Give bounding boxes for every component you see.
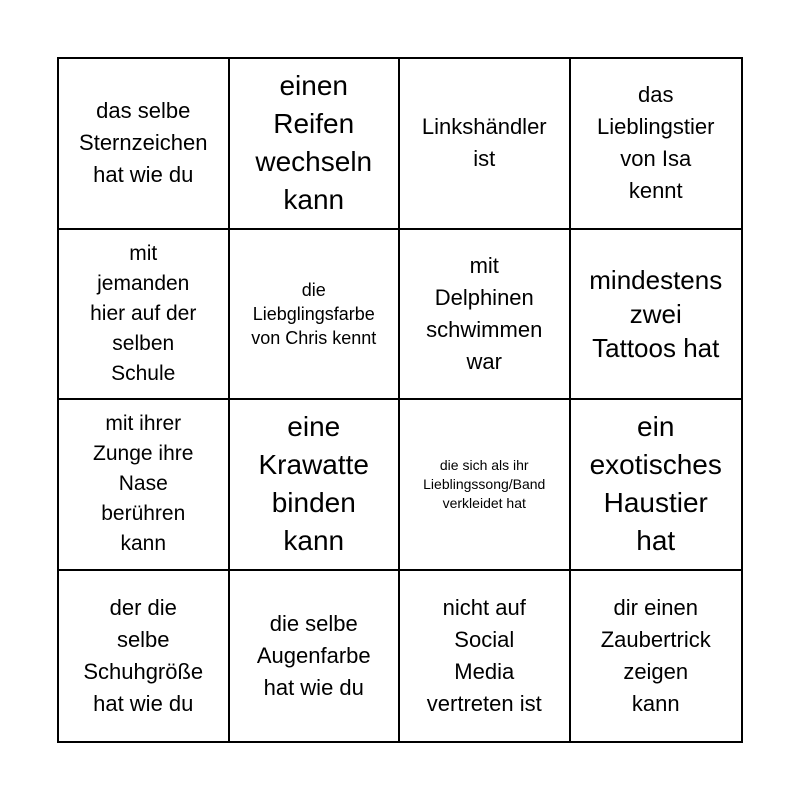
bingo-cell[interactable]: ein exotisches Haustier hat xyxy=(571,400,742,571)
bingo-cell[interactable]: einen Reifen wechseln kann xyxy=(230,59,401,230)
bingo-cell[interactable]: das Lieblingstier von Isa kennt xyxy=(571,59,742,230)
bingo-cell[interactable]: das selbe Sternzeichen hat wie du xyxy=(59,59,230,230)
bingo-cell[interactable]: mit jemanden hier auf der selben Schule xyxy=(59,230,230,401)
bingo-cell[interactable]: die selbe Augenfarbe hat wie du xyxy=(230,571,401,742)
bingo-cell[interactable]: Linkshändler ist xyxy=(400,59,571,230)
bingo-cell[interactable]: nicht auf Social Media vertreten ist xyxy=(400,571,571,742)
bingo-cell[interactable]: mit Delphinen schwimmen war xyxy=(400,230,571,401)
bingo-cell[interactable]: mindestens zwei Tattoos hat xyxy=(571,230,742,401)
bingo-board xyxy=(57,57,743,743)
bingo-cell[interactable]: mit ihrer Zunge ihre Nase berühren kann xyxy=(59,400,230,571)
bingo-cell[interactable]: die Liebglingsfarbe von Chris kennt xyxy=(230,230,401,401)
bingo-cell[interactable]: die sich als ihr Lieblingssong/Band verkleidet hat xyxy=(400,400,571,571)
bingo-cell[interactable]: dir einen Zaubertrick zeigen kann xyxy=(600,594,711,716)
bingo-cell[interactable]: der die selbe Schuhgröße hat wie du xyxy=(59,571,230,742)
bingo-cell[interactable]: eine Krawatte binden kann xyxy=(230,400,401,571)
